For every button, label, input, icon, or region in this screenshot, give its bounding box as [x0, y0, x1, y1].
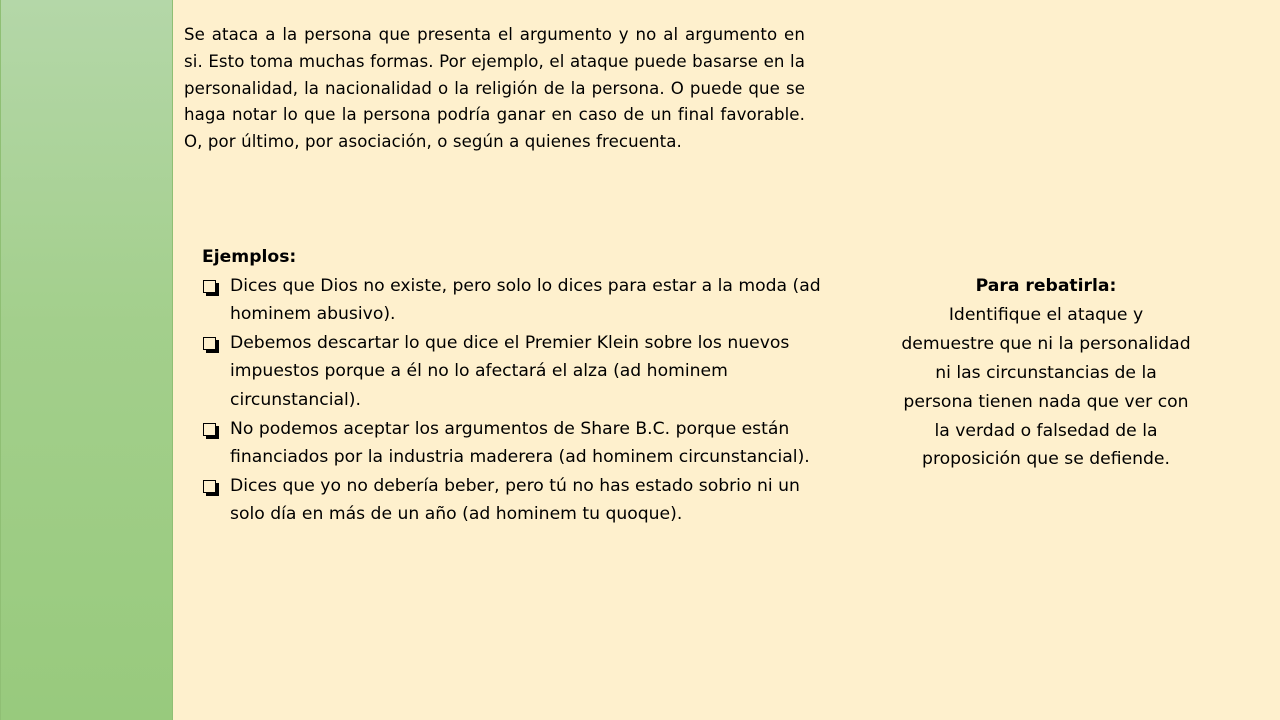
example-item: [202, 329, 822, 415]
rebuttal-section: [900, 272, 1192, 474]
example-text: No podemos aceptar los argumentos de Share B.C. porque están financiados por la industria maderera (ad hominem circunstancial).: [230, 418, 810, 468]
checkbox-icon: [203, 423, 216, 436]
example-text: Debemos descartar lo que dice el Premier Klein sobre los nuevos impuestos porque a él no lo afectará el alza (ad hominem circunstancial).: [230, 332, 790, 410]
examples-heading: Ejemplos:: [202, 247, 297, 267]
checkbox-icon: [203, 480, 216, 493]
example-text: Dices que Dios no existe, pero solo lo dices para estar a la moda (ad hominem abusivo).: [230, 275, 821, 325]
example-item: [202, 472, 822, 529]
examples-section: [202, 243, 822, 529]
rebuttal-body: Identifique el ataque y demuestre que ni la personalidad ni las circunstancias de la persona tienen nada que ver con la verdad o falsedad de la proposición que se defiende.: [901, 304, 1191, 470]
example-item: [202, 272, 822, 329]
example-text: Dices que yo no debería beber, pero tú no has estado sobrio ni un solo día en más de un año (ad hominem tu quoque).: [230, 475, 800, 525]
checkbox-icon: [203, 337, 216, 350]
example-item: [202, 415, 822, 472]
intro-paragraph: Se ataca a la persona que presenta el argumento y no al argumento en si. Esto toma muchas formas. Por ejemplo, el ataque puede basarse en la personalidad, la nacionalidad o la religión de la persona. O puede que se haga notar lo que la persona podría ganar en caso de un final favorable. O, por último, por asociación, o según a quienes frecuenta.: [184, 25, 805, 152]
examples-list: [202, 272, 822, 529]
decorative-side-bar: [0, 0, 173, 720]
checkbox-icon: [203, 280, 216, 293]
rebuttal-heading: Para rebatirla:: [975, 276, 1117, 296]
